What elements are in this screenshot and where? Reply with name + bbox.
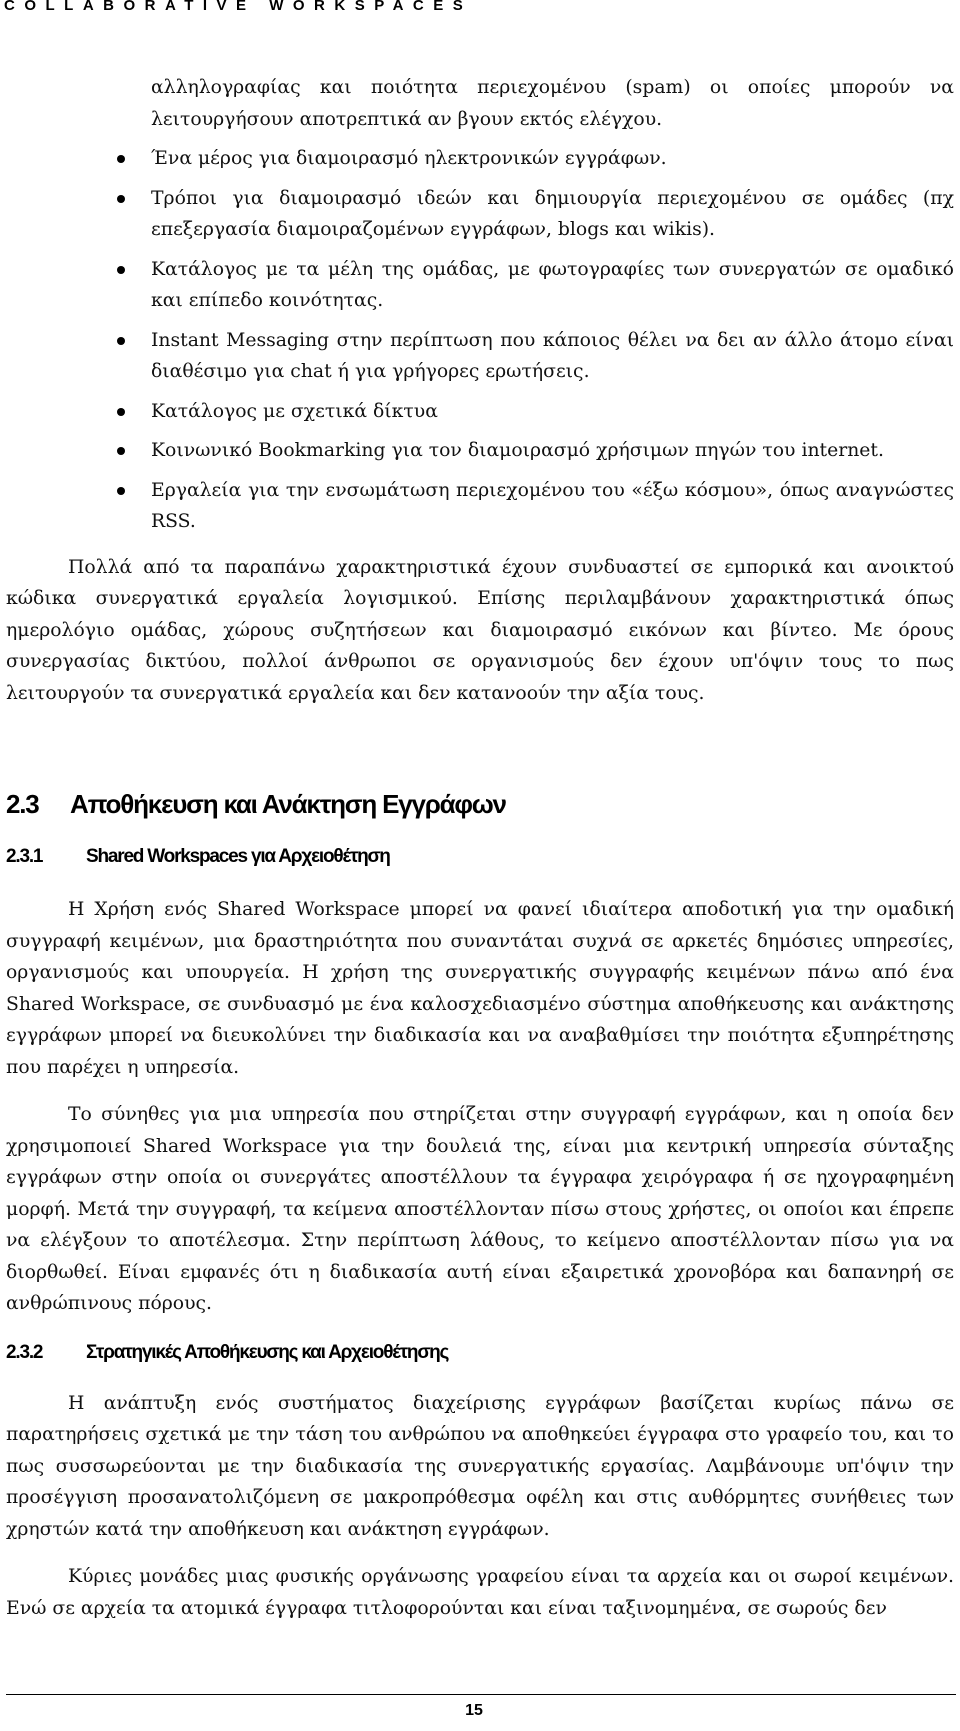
- subsection-title: Shared Workspaces για Αρχειοθέτηση: [86, 846, 390, 867]
- body-paragraph: Η ανάπτυξη ενός συστήματος διαχείρισης εγγράφων βασίζεται κυρίως πάνω σε παρατηρήσεις σχετικά με την τάση του ανθρώπου να αποθηκεύει έγγραφα στο γραφείο του, και το πως συσσωρεύονται με την διαδικασία της συνεργατικής εργασίας. Λαμβάνουμε υπ'όψιν την προσέγγιση προσανατολιζόμενη σε μακροπρόθεσμα οφέλη και στις αυθόρμητες συνήθειες των χρηστών κατά την αποθήκευση και ανάκτηση εγγράφων.: [6, 1392, 954, 1540]
- list-item: αλληλογραφίας και ποιότητα περιεχομένου (spam) οι οποίες μπορούν να λειτουργήσουν αποτρεπτικά αν βγουν εκτός ελέγχου.: [151, 77, 954, 130]
- list-item: Τρόποι για διαμοιρασμό ιδεών και δημιουργία περιεχομένου σε ομάδες (πχ επεξεργασία διαμοιραζομένων εγγράφων, blogs και wikis).: [151, 183, 954, 246]
- feature-bullet-list: [6, 72, 954, 538]
- list-item: Εργαλεία για την ενσωμάτωση περιεχομένου του «έξω κόσμου», όπως αναγνώστες RSS.: [151, 475, 954, 538]
- subsection-heading: [6, 1342, 954, 1364]
- footer-divider: [6, 1694, 956, 1695]
- list-item: Instant Messaging στην περίπτωση που κάποιος θέλει να δει αν άλλο άτομο είναι διαθέσιμο για chat ή για γρήγορες ερωτήσεις.: [151, 325, 954, 388]
- list-item: Ένα μέρος για διαμοιρασμό ηλεκτρονικών εγγράφων.: [151, 143, 954, 175]
- body-paragraph: Κύριες μονάδες μιας φυσικής οργάνωσης γραφείου είναι τα αρχεία και οι σωροί κειμένων. Ενώ σε αρχεία τα ατομικά έγγραφα τιτλοφορούνται και είναι ταξινομημένα, σε σωρούς δεν: [6, 1566, 954, 1619]
- list-item: Κατάλογος με σχετικά δίκτυα: [151, 396, 954, 428]
- subsection-heading: [6, 846, 954, 868]
- body-paragraph: Η Χρήση ενός Shared Workspace μπορεί να φανεί ιδιαίτερα αποδοτική για την ομαδική συγγραφή κειμένων, μια δραστηριότητα που συναντάται συχνά σε αρκετές δημόσιες υπηρεσίες, οργανισμούς και υπουργεία. Η χρήση της συνεργατικής συγγραφής κειμένων πάνω από ένα Shared Workspace, σε συνδυασμό με ένα καλοσχεδιασμένο σύστημα αποθήκευσης και ανάκτησης εγγράφων μπορεί να διευκολύνει την διαδικασία και να αναβαθμίσει την ποιότητα εξυπηρέτησης που παρέχει η υπηρεσία.: [6, 899, 954, 1078]
- section-title: Αποθήκευση και Ανάκτηση Εγγράφων: [70, 789, 506, 819]
- subsection-number: 2.3.1: [6, 846, 43, 867]
- subsection-title: Στρατηγικές Αποθήκευσης και Αρχειοθέτησης: [86, 1341, 449, 1363]
- body-paragraph: Το σύνηθες για μια υπηρεσία που στηρίζεται στην συγγραφή εγγράφων, και η οποία δεν χρησιμοποιεί Shared Workspace για την δουλειά της, είναι μια κεντρική υπηρεσία σύνταξης εγγράφων στην οποία οι συνεργάτες αποστέλλουν τα έγγραφα χειρόγραφα ή σε ηχογραφημένη μορφή. Μετά την συγγραφή, τα κείμενα αποστέλλονταν πίσω στους χρήστες, οι οποίοι και έπρεπε να ελέγξουν το αποτέλεσμα. Στην περίπτωση λάθους, το κείμενο αποστέλλονταν πίσω για να διορθωθεί. Είναι εμφανές ότι η διαδικασία αυτή είναι εξαιρετικά χρονοβόρα και δαπανηρή σε ανθρώπινους πόρους.: [6, 1104, 954, 1314]
- page-number: 15: [465, 1702, 483, 1719]
- list-item: Κοινωνικό Bookmarking για τον διαμοιρασμό χρήσιμων πηγών του internet.: [151, 435, 954, 467]
- list-item: Κατάλογος με τα μέλη της ομάδας, με φωτογραφίες των συνεργατών σε ομαδικό και επίπεδο κοινότητας.: [151, 254, 954, 317]
- section-number: 2.3: [6, 789, 39, 819]
- page-content: [6, 72, 954, 1640]
- intro-paragraph: Πολλά από τα παραπάνω χαρακτηριστικά έχουν συνδυαστεί σε εμπορικά και ανοικτού κώδικα συνεργατικά εργαλεία λογισμικού. Επίσης περιλαμβάνουν χαρακτηριστικά όπως ημερολόγιο ομάδας, χώρους συζητήσεων και διαμοιρασμό εικόνων και βίντεο. Με όρους συνεργασίας δικτύου, πολλοί άνθρωποι σε οργανισμούς δεν έχουν υπ'όψιν τους το πως λειτουργούν τα συνεργατικά εργαλεία και δεν κατανοούν την αξία τους.: [6, 556, 954, 704]
- subsection-number: 2.3.2: [6, 1341, 43, 1363]
- section-heading: [6, 789, 954, 820]
- running-header: COLLABORATIVE WORKSPACES: [4, 0, 473, 14]
